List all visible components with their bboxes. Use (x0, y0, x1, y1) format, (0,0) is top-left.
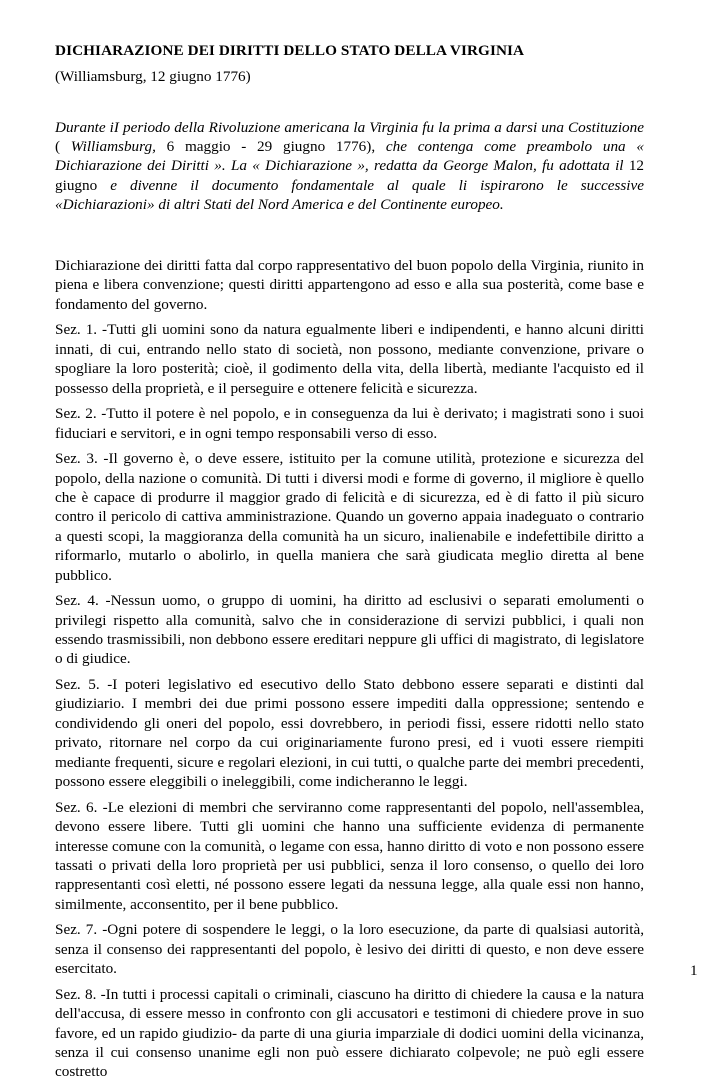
paragraph-sez-1: Sez. 1. -Tutti gli uomini sono da natura egualmente liberi e indipendenti, e hanno alcuni diritti innati, di cui, entrando nello stato di società, non possono, mediante convenzione, privare o spogliare la loro posterità; cioè, il godimento della vita, della libertà, mediante l'acquisto ed il possesso della proprietà, e il perseguire e ottenere felicità e sicurezza. (55, 321, 644, 397)
document-subtitle: (Williamsburg, 12 giugno 1776) (55, 68, 251, 85)
document-body (55, 256, 644, 1088)
paragraph-sez-3: Sez. 3. -Il governo è, o deve essere, istituito per la comune utilità, protezione e sicurezza del popolo, della nazione o comunità. Di tutti i diversi modi e forme di governo, il migliore è quello che è capace di produrre il maggior grado di felicità e di sicurezza, ed è di fatto il più sicuro contro il pericolo di cattiva amministrazione. Quando un governo appaia inadeguato o contrario a questi scopi, la maggioranza della comunità ha un sicuro, inalienabile e indefettibile diritto a riformarlo, mutarlo o abolirlo, in quella maniera che sarà giudicata meglio diretta al bene pubblico. (55, 450, 644, 584)
paragraph-preamble: Dichiarazione dei diritti fatta dal corpo rappresentativo del buon popolo della Virginia, riunito in piena e libera convenzione; questi diritti appartengono ad esso e alla sua posterità, come base e fondamento del governo. (55, 257, 644, 313)
paragraph-sez-7: Sez. 7. -Ogni potere di sospendere le leggi, o la loro esecuzione, da parte di qualsiasi autorità, senza il consenso dei rappresentanti del popolo, è lesivo dei diritti di questo, e non deve essere esercitato. (55, 921, 644, 978)
intro-text-4: 6 maggio - 29 giugno 1776), (166, 138, 386, 156)
intro-text-1: Durante iI periodo della Rivoluzione americana la Virginia fu la prima a darsi una Costituzione (55, 119, 644, 136)
paragraph-sez-5: Sez. 5. -I poteri legislativo ed esecutivo dello Stato debbono essere separati e distinti dal giudiziario. I membri dei due primi possono essere impediti dalla oppressione; sentendo e condividendo gli oneri del popolo, essi dovrebbero, in periodi fissi, essere ridotti nello stato privato, ritornare nel corpo da cui originariamente furono presi, ed i vuoti essere riempiti mediante frequenti, sicure e regolari elezioni, in cui tutti, o qualche parte dei membri precedenti, possono essere eleggibili o ineleggibili, come indicheranno le leggi. (55, 676, 644, 791)
document-title: DICHIARAZIONE DEI DIRITTI DELLO STATO DELLA VIRGINIA (55, 42, 525, 59)
intro-paragraph (55, 118, 644, 214)
intro-text-2: ( (55, 138, 71, 156)
paragraph-sez-4: Sez. 4. -Nessun uomo, o gruppo di uomini, ha diritto ad esclusivi o separati emolumenti o privilegi rispetto alla comunità, salvo che in considerazione di servizi pubblici, i quali non essendo trasmissibili, non debbono essere ereditari neppure gli uffici di magistrato, di legislatore o di giudice. (55, 592, 644, 668)
intro-text-6: 12 giugno (55, 157, 644, 194)
paragraph-sez-6: Sez. 6. -Le elezioni di membri che serviranno come rappresentanti del popolo, nell'assemblea, devono essere libere. Tutti gli uomini che hanno una sufficiente evidenza di permanente interesse comune con la comunità, o legame con essa, hanno diritto di voto e non possono essere tassati o privati della loro proprietà per usi pubblici, senza il loro consenso, o quello dei loro rappresentanti così eletti, né possono essere legati da nessuna legge, alla quale essi non hanno, similmente, acconsentito, per il bene pubblico. (55, 798, 644, 913)
intro-text-5: che contenga come preambolo una « Dichiarazione dei Diritti ». La « Dichiarazione », redatta da George Malon, fu adottata il (55, 138, 644, 175)
intro-text-3: Williamsburg, (70, 138, 167, 156)
intro-text-7: e divenne il documento fondamentale al quale li ispirarono le successive «Dichiarazioni» di altri Stati del Nord America e del Continente europeo. (55, 176, 644, 213)
page-number: 1 (690, 962, 698, 979)
paragraph-sez-2: Sez. 2. -Tutto il potere è nel popolo, e in conseguenza da lui è derivato; i magistrati sono i suoi fiduciari e servitori, e in ogni tempo responsabili verso di esso. (55, 405, 644, 442)
paragraph-sez-8: Sez. 8. -In tutti i processi capitali o criminali, ciascuno ha diritto di chiedere la causa e la natura dell'accusa, di essere messo in confronto con gli accusatori e testimoni di chiedere prove in suo favore, ed un rapido giudizio- da parte di una giuria imparziale di dodici uomini della vicinanza, senza il cui consenso unanime egli non può essere dichiarato colpevole; ne può egli essere costretto (55, 985, 644, 1081)
